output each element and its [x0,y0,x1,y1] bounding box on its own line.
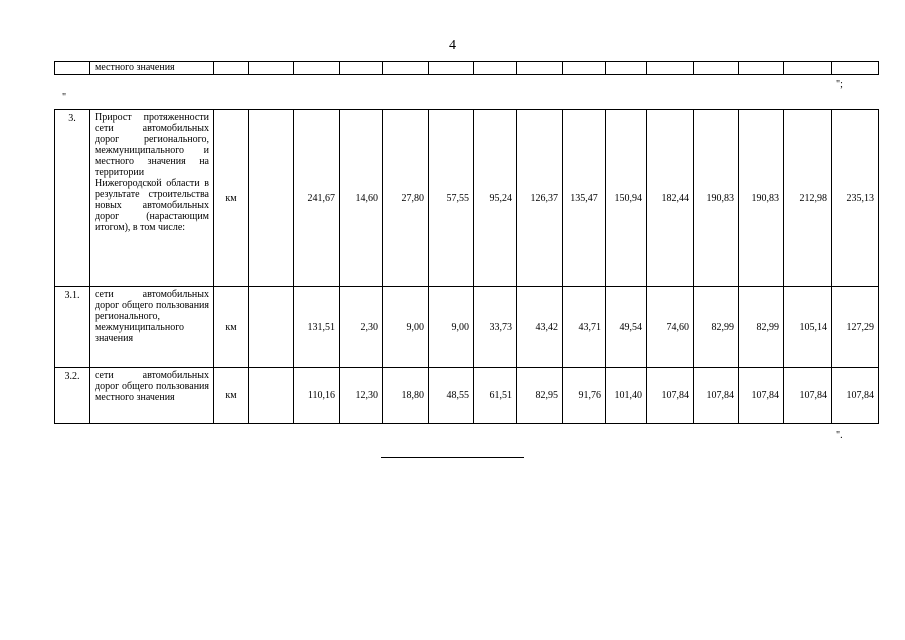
row-number: 3. [55,110,90,287]
value-cell: 49,54 [606,287,647,368]
table-cell [647,62,694,75]
row-name: сети автомобильных дорог общего пользования местного значения [90,368,214,424]
continuation-table [54,61,879,75]
value-cell: 9,00 [429,287,474,368]
table-cell [832,62,879,75]
value-cell: 74,60 [647,287,694,368]
closing-quote: "; [836,79,843,90]
value-cell: 110,16 [294,368,340,424]
value-cell: 43,42 [517,287,563,368]
value-cell: 235,13 [832,110,879,287]
data-table [54,109,879,424]
table-row [55,287,879,368]
row-number: 3.2. [55,368,90,424]
value-cell: 14,60 [340,110,383,287]
table-cell [739,62,784,75]
value-cell [249,110,294,287]
row-name: Прирост протяженности сети автомобильных дорог регионального, межмуниципального и местного значения на территории Нижегородской области в результате строительства новых автомобильных дорог (нарастающим итогом), в том числе: [90,110,214,287]
footnote-line [381,457,524,458]
value-cell: 82,99 [694,287,739,368]
row-unit: км [214,110,249,287]
value-cell: 150,94 [606,110,647,287]
value-cell: 105,14 [784,287,832,368]
opening-quote: " [62,92,67,103]
value-cell: 61,51 [474,368,517,424]
value-cell: 107,84 [784,368,832,424]
value-cell: 82,95 [517,368,563,424]
value-cell: 190,83 [694,110,739,287]
value-cell: 48,55 [429,368,474,424]
table-row [55,62,879,75]
table-cell [474,62,517,75]
table-cell [55,62,90,75]
row-name: сети автомобильных дорог общего пользования регионального, межмуниципального значения [90,287,214,368]
table-cell [214,62,249,75]
value-cell: 43,71 [563,287,606,368]
table-cell [340,62,383,75]
value-cell: 2,30 [340,287,383,368]
table-row [55,110,879,287]
value-cell: 212,98 [784,110,832,287]
row-unit: км [214,368,249,424]
row-unit: км [214,287,249,368]
value-cell: 9,00 [383,287,429,368]
value-cell: 127,29 [832,287,879,368]
value-cell: 107,84 [647,368,694,424]
value-cell: 57,55 [429,110,474,287]
table-cell [606,62,647,75]
table-cell [694,62,739,75]
value-cell: 182,44 [647,110,694,287]
table-row [55,368,879,424]
value-cell: 82,99 [739,287,784,368]
value-cell: 241,67 [294,110,340,287]
table-cell [294,62,340,75]
table-cell [429,62,474,75]
value-cell [249,368,294,424]
row-name: местного значения [90,62,214,75]
table-cell [563,62,606,75]
value-cell: 190,83 [739,110,784,287]
closing-quote: ". [836,430,843,441]
table-cell [517,62,563,75]
table-cell [249,62,294,75]
value-cell: 18,80 [383,368,429,424]
table-cell [784,62,832,75]
table-cell [383,62,429,75]
value-cell: 126,37 [517,110,563,287]
value-cell: 101,40 [606,368,647,424]
value-cell [249,287,294,368]
value-cell: 27,80 [383,110,429,287]
value-cell: 91,76 [563,368,606,424]
value-cell: 107,84 [832,368,879,424]
value-cell: 135,47 [563,110,606,287]
value-cell: 95,24 [474,110,517,287]
value-cell: 131,51 [294,287,340,368]
value-cell: 107,84 [694,368,739,424]
page-number: 4 [449,38,456,53]
value-cell: 107,84 [739,368,784,424]
value-cell: 33,73 [474,287,517,368]
row-number: 3.1. [55,287,90,368]
value-cell: 12,30 [340,368,383,424]
